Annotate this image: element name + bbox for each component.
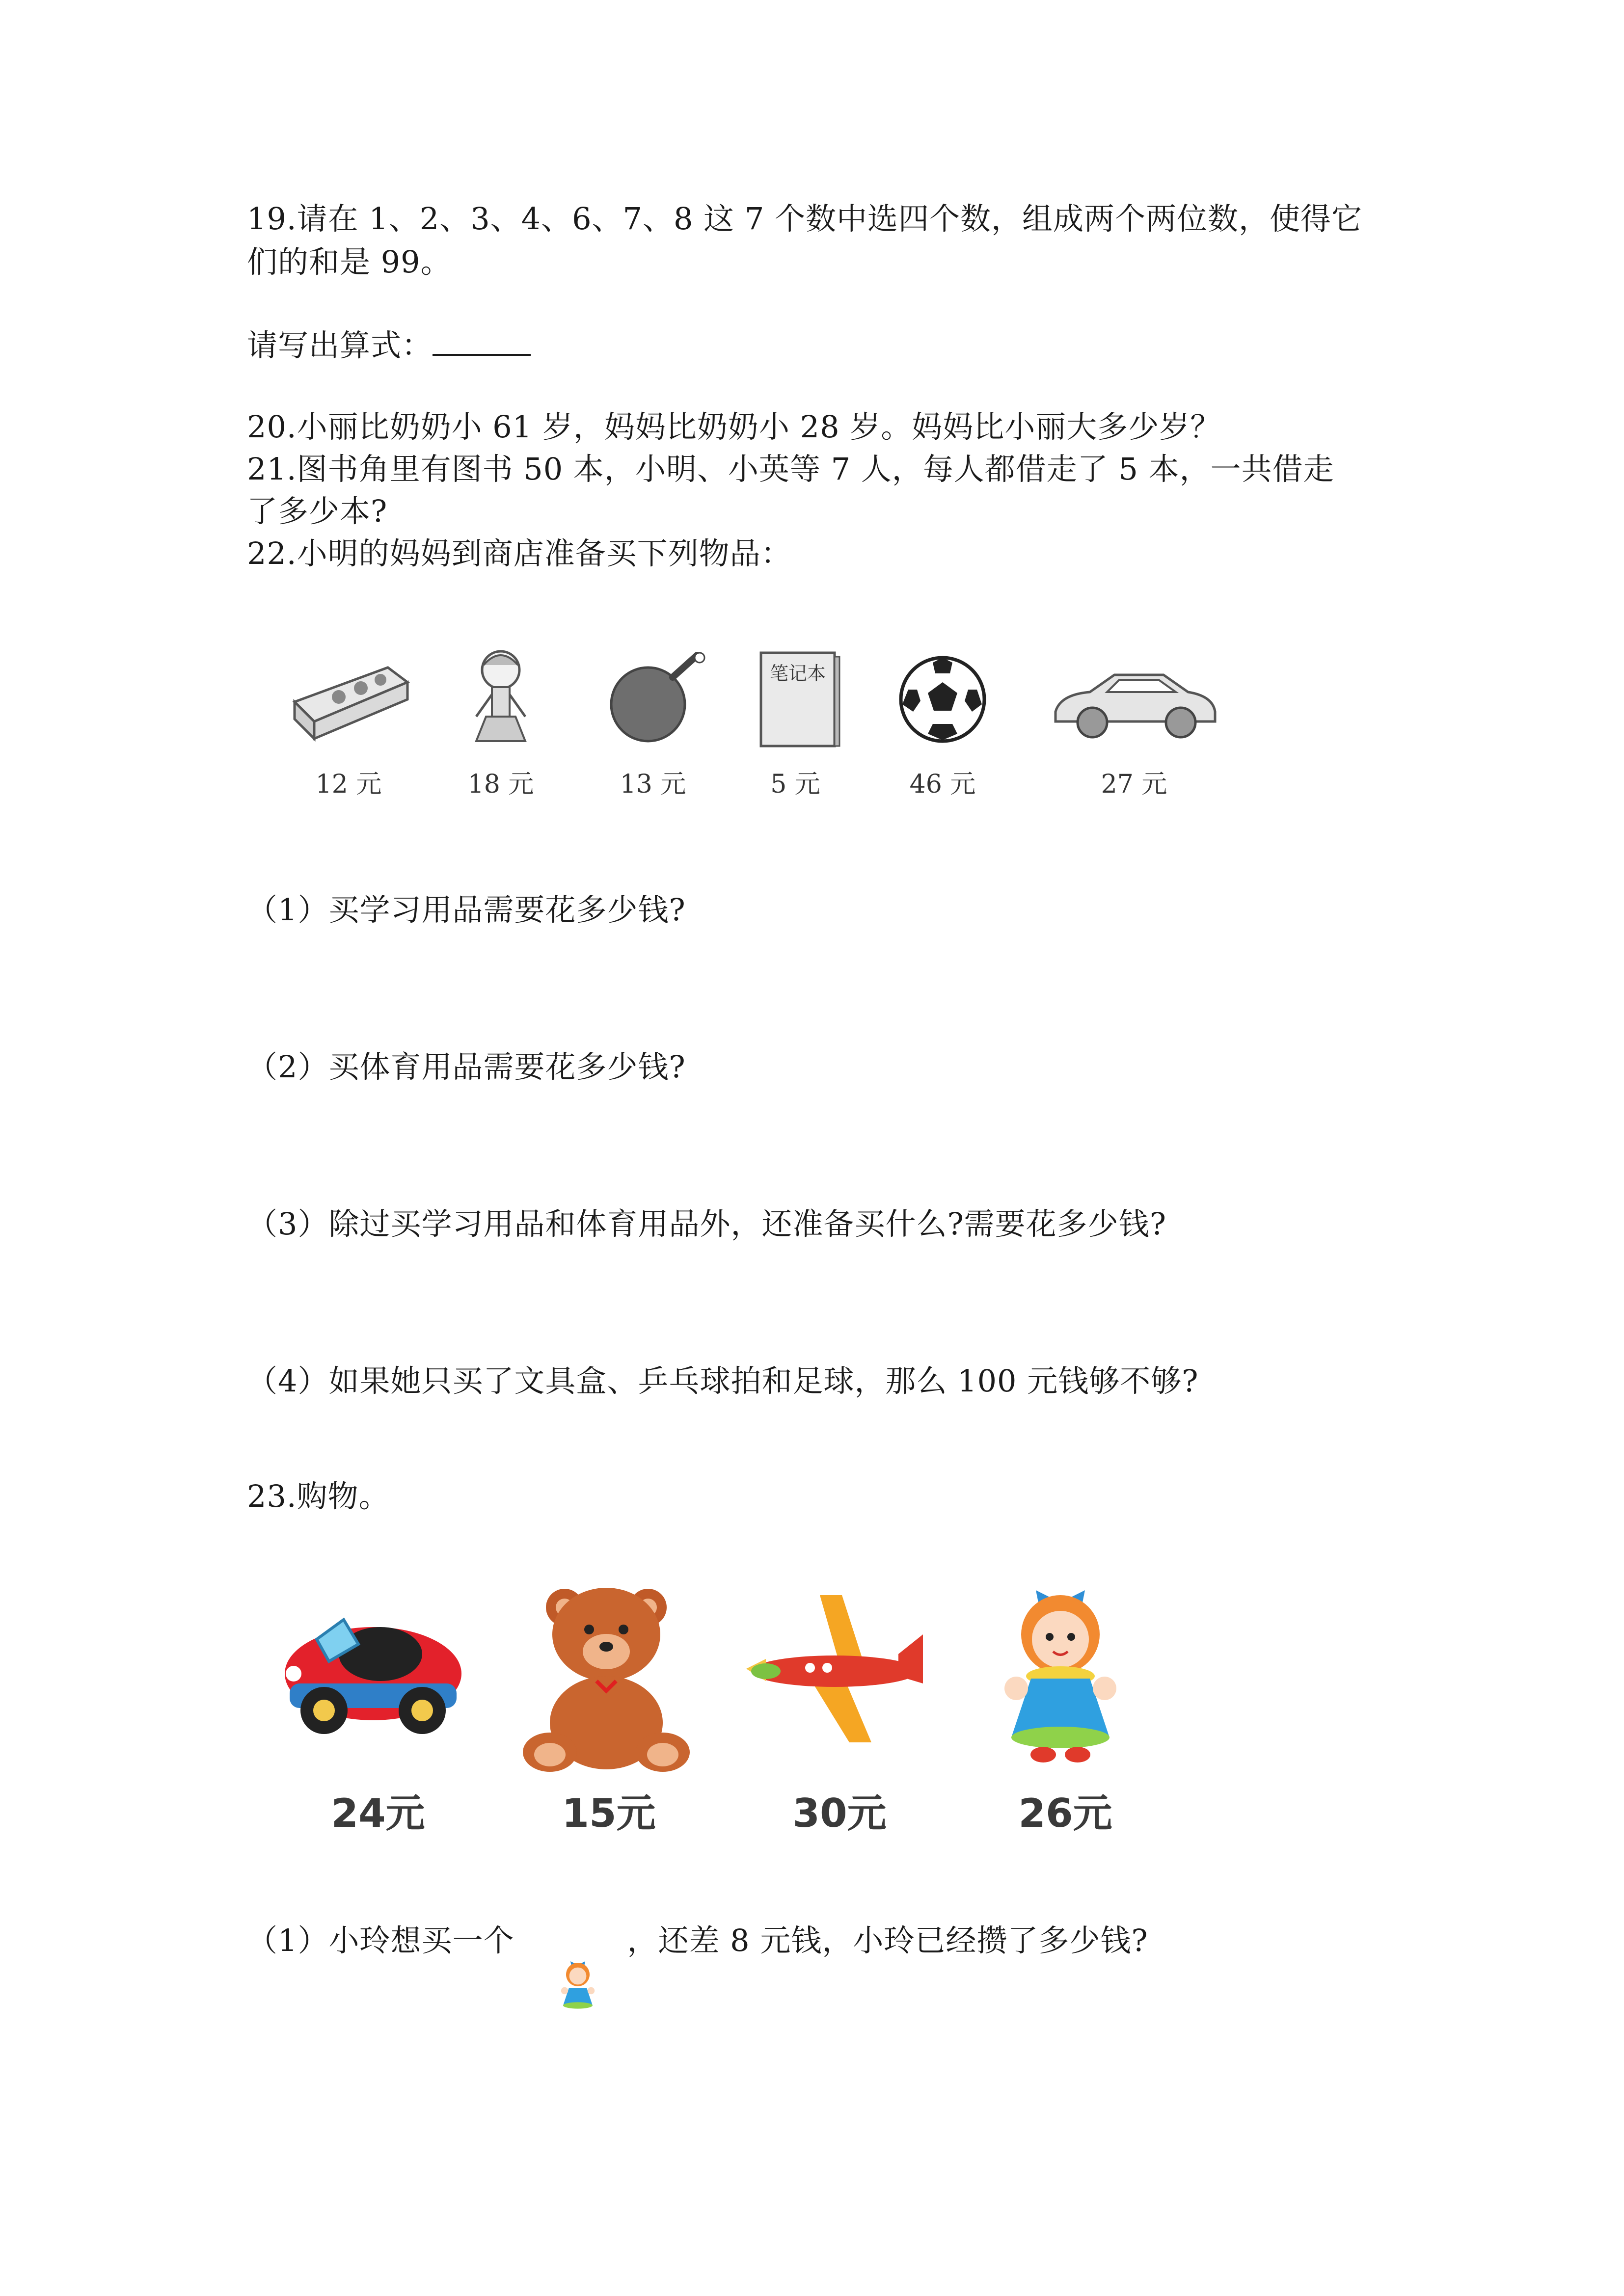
toy-doll xyxy=(962,1571,1168,1845)
q22-sub4: （4）如果她只买了文具盒、乒乓球拍和足球，那么 100 元钱够不够? xyxy=(247,1363,1199,1399)
item-price: 27 元 xyxy=(1101,770,1167,799)
toy-price: 15元 xyxy=(562,1790,656,1836)
toy-teddy-bear xyxy=(506,1571,712,1845)
item-soccer-ball xyxy=(879,633,1006,820)
q19-prompt-label: 请写出算式： xyxy=(247,327,433,363)
q23-title: 23.购物。 xyxy=(247,1478,390,1514)
doll-icon xyxy=(962,1580,1168,1777)
toy-car xyxy=(275,1571,481,1845)
item-paddle xyxy=(589,633,717,820)
pencil-case-icon xyxy=(285,643,412,756)
q19-prompt xyxy=(247,324,531,367)
toy-price: 26元 xyxy=(1018,1790,1112,1836)
q19-line1: 19.请在 1、2、3、4、6、7、8 这 7 个数中选四个数，组成两个两位数，使得它 xyxy=(247,201,1363,237)
q19-line2: 们的和是 99。 xyxy=(247,244,452,280)
q21-line1: 21.图书角里有图书 50 本，小明、小英等 7 人，每人都借走了 5 本，一共借走 xyxy=(247,451,1334,487)
q23-sub1-after: ，还差 8 元钱，小玲已经攒了多少钱? xyxy=(627,1922,1148,1958)
soccer-ball-icon xyxy=(879,643,1006,756)
answer-blank[interactable] xyxy=(433,326,531,356)
toy-price: 30元 xyxy=(792,1790,887,1836)
item-doll xyxy=(437,633,565,820)
toy-car-icon xyxy=(275,1580,481,1777)
item-price: 5 元 xyxy=(770,770,820,799)
item-pencil-case xyxy=(285,633,412,820)
doll-icon xyxy=(545,1958,614,2017)
q22-sub3: （3）除过买学习用品和体育用品外，还准备买什么?需要花多少钱? xyxy=(247,1206,1166,1242)
item-toy-car xyxy=(1046,633,1222,820)
item-price: 18 元 xyxy=(467,770,534,799)
inline-doll-image xyxy=(545,1958,614,2019)
notebook-icon xyxy=(731,643,859,756)
toy-price: 24元 xyxy=(331,1790,425,1836)
q22-title: 22.小明的妈妈到商店准备买下列物品： xyxy=(247,535,792,571)
teddy-bear-icon xyxy=(506,1580,712,1777)
toy-car-icon xyxy=(1046,643,1222,756)
doll-icon xyxy=(437,643,565,756)
toy-items-row xyxy=(275,1571,1208,1845)
item-notebook xyxy=(731,633,859,820)
q23-sub1-before: （1）小玲想买一个 xyxy=(247,1922,514,1958)
toy-plane-icon xyxy=(736,1580,943,1777)
item-price: 12 元 xyxy=(315,770,382,799)
shop-items-row xyxy=(275,633,1232,820)
q22-sub2: （2）买体育用品需要花多少钱? xyxy=(247,1049,686,1085)
q20-text: 20.小丽比奶奶小 61 岁，妈妈比奶奶小 28 岁。妈妈比小丽大多少岁？ xyxy=(247,409,1221,445)
ping-pong-paddle-icon xyxy=(589,643,717,756)
item-price: 13 元 xyxy=(620,770,686,799)
item-price: 46 元 xyxy=(909,770,976,799)
q22-sub1: （1）买学习用品需要花多少钱? xyxy=(247,892,686,928)
q23-sub1 xyxy=(247,1919,1148,1962)
toy-plane xyxy=(736,1571,943,1845)
notebook-label: 笔记本 xyxy=(769,663,826,684)
q21-line2: 了多少本? xyxy=(247,493,388,529)
